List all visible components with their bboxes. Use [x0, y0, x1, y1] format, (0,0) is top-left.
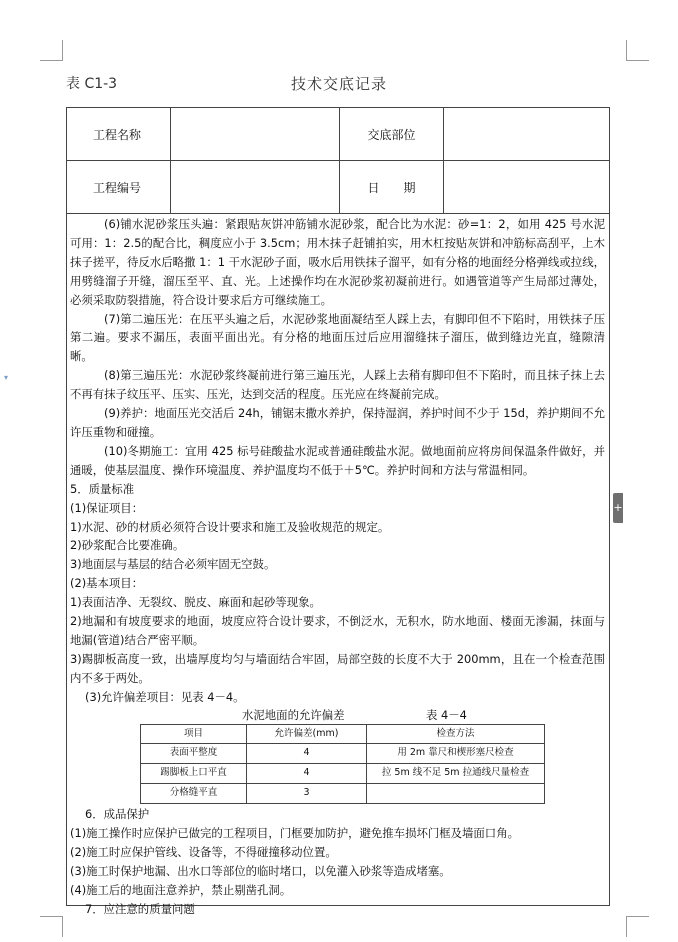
project-number-label: 工程编号 — [67, 161, 170, 214]
header-cell-method: 检查方法 — [367, 724, 545, 744]
paragraph: (3)允许偏差项目：见表 4－4。 — [85, 689, 245, 704]
crop-mark-top-right — [626, 40, 649, 61]
table-caption — [70, 707, 605, 724]
deviation-table-header-row — [141, 724, 545, 744]
paragraph: 5．质量标准 — [70, 481, 135, 496]
document-title: 技术交底记录 — [290, 75, 387, 93]
table-caption-number: 表 4－4 — [426, 707, 467, 722]
table-row — [141, 784, 545, 804]
expand-tab-icon[interactable]: + — [613, 493, 623, 523]
cell-method: 用 2m 靠尺和楔形塞尺检查 — [367, 744, 545, 764]
paragraph: (2)基本项目： — [70, 576, 144, 591]
info-row-number — [67, 161, 609, 214]
paragraph: 3)地面层与基层的结合必须牢固无空鼓。 — [70, 557, 276, 572]
header-cell-item: 项目 — [141, 724, 247, 744]
handover-part-label: 交底部位 — [339, 108, 443, 161]
project-name-field[interactable] — [170, 108, 339, 161]
paragraph: (1)保证项目： — [70, 500, 144, 515]
cell-method — [367, 784, 545, 804]
cell-tolerance: 4 — [247, 744, 367, 764]
cell-method: 拉 5m 线不足 5m 拉通线尺量检查 — [367, 764, 545, 784]
paragraph: (2)施工时应保护管线、设备等，不得碰撞移动位置。 — [70, 845, 337, 859]
cell-item: 分格缝平直 — [141, 784, 247, 804]
deviation-table — [140, 724, 545, 805]
table-row — [141, 744, 545, 764]
paragraph: 1)表面洁净、无裂纹、脱皮、麻面和起砂等现象。 — [70, 595, 321, 610]
table-row — [141, 764, 545, 784]
table-caption-title: 水泥地面的允许偏差 — [242, 707, 345, 722]
paragraph: (8)第三遍压光：水泥砂浆终凝前进行第三遍压光，人踩上去稍有脚印但不下陷时，而且抹子抹上去不再有抹子纹压平、压实、压光，达到交活的程度。压光应在终凝前完成。 — [70, 368, 605, 402]
paragraph: (1)施工操作时应保护已做完的工程项目，门框要加防护，避免推车损坏门框及墙面口角。 — [70, 826, 519, 841]
header-cell-tolerance: 允许偏差(mm) — [247, 724, 367, 744]
date-label: 日 期 — [339, 161, 443, 214]
info-row-project — [67, 108, 609, 161]
paragraph: 2)地漏和有坡度要求的地面，坡度应符合设计要求，不倒泛水，无积水，防水地面、楼面无渗漏，抹面与地漏(管道)结合严密平顺。 — [70, 614, 605, 647]
cell-tolerance: 4 — [247, 764, 367, 784]
document-frame — [66, 107, 610, 916]
crop-mark-bottom-right — [626, 916, 649, 937]
project-number-field[interactable] — [170, 161, 339, 214]
date-field[interactable] — [443, 161, 609, 214]
info-table — [67, 108, 609, 214]
paragraph: (4)施工后的地面注意养护，禁止剔凿孔洞。 — [70, 882, 292, 897]
document-body — [67, 214, 609, 919]
caret-marker-icon: ▾ — [4, 373, 9, 382]
cell-tolerance: 3 — [247, 784, 367, 804]
project-name-label: 工程名称 — [67, 108, 170, 161]
paragraph: (10)冬期施工：宜用 425 标号硅酸盐水泥或普通硅酸盐水泥。做地面前应将房间保温条件做好，并通暖，使基层温度、操作环境温度、养护温度均不低于＋5℃。养护时间和方法与常温相同。 — [70, 443, 605, 477]
paragraph: (7)第二遍压光：在压平头遍之后，水泥砂浆地面凝结至人踩上去，有脚印但不下陷时，用铁抹子压第二遍。要求不漏压，表面平面出光。有分格的地面压过后应用溜缝抹子溜压，做到缝边光直，缝隙清晰。 — [70, 311, 605, 364]
paragraph-block-protection — [70, 805, 605, 918]
form-code: 表 C1-3 — [66, 76, 118, 92]
paragraph: 1)水泥、砂的材质必须符合设计要求和施工及验收规范的规定。 — [70, 519, 390, 534]
paragraph: 2)砂浆配合比要准确。 — [70, 538, 185, 553]
crop-mark-bottom-left — [40, 916, 63, 937]
paragraph: 3)踢脚板高度一致，出墙厚度均匀与墙面结合牢固，局部空鼓的长度不大于 200mm，且在一个检查范围内不多于两处。 — [70, 651, 605, 685]
cell-item: 踢脚板上口平直 — [141, 764, 247, 784]
paragraph: (3)施工时保护地漏、出水口等部位的临时堵口，以免灌入砂浆等造成堵塞。 — [70, 863, 451, 878]
paragraph-block-main — [70, 215, 605, 707]
paragraph: 6．成品保护 — [85, 807, 150, 822]
crop-mark-top-left — [40, 40, 63, 61]
paragraph: (9)养护：地面压光交活后 24h，铺锯末撒水养护，保持湿润，养护时间不少于 15d，养护期间不允许压重物和碰撞。 — [70, 406, 605, 439]
handover-part-field[interactable] — [443, 108, 609, 161]
cell-item: 表面平整度 — [141, 744, 247, 764]
paragraph: 7．应注意的质量问题 — [85, 901, 195, 916]
paragraph: (6)铺水泥砂浆压头遍：紧跟贴灰饼冲筋铺水泥砂浆，配合比为水泥：砂=1：2，如用 425 号水泥可用：1：2.5的配合比，稠度应小于 3.5cm；用木抹子赶铺拍实，用木杠按贴灰饼和冲筋标高刮平，上木抹子搓平，待反水后略撒 1：1 干水泥砂子面，吸水后用铁抹子溜平，如有分格的地面经分格弹线或拉线，用劈缝溜子开缝，溜压至平、直、光。上述操作均在水泥砂浆初凝前进行。如遇管道等产生局部过薄处，必须采取防裂措施，符合设计要求后方可继续施工。 — [70, 217, 605, 307]
